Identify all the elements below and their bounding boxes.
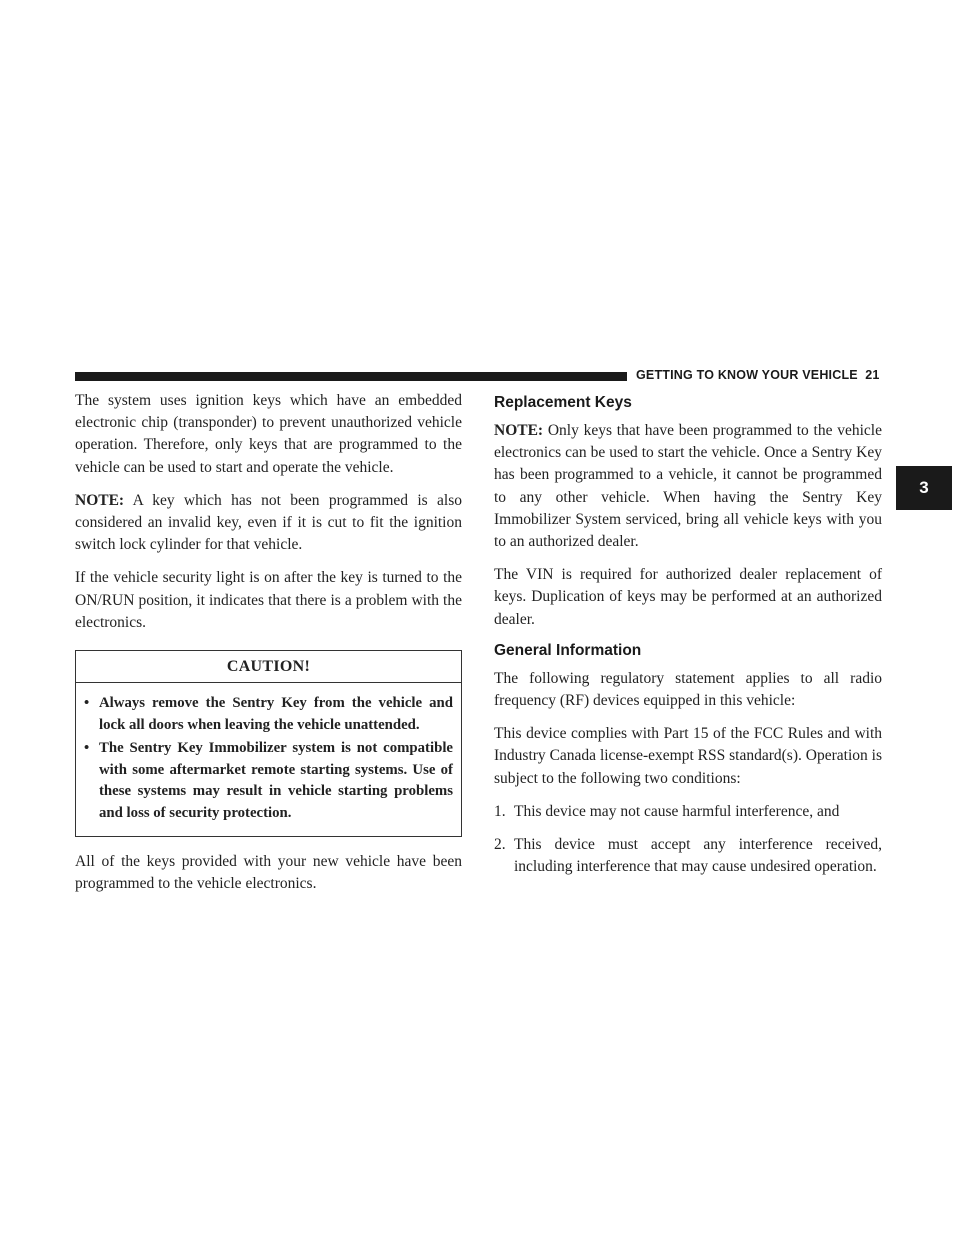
- replacement-keys-heading: Replacement Keys: [494, 394, 632, 411]
- header-rule: [75, 372, 627, 381]
- condition-item: 2. This device must accept any interference received, including interference that may cause undesired operation.: [494, 836, 882, 876]
- chapter-tab: 3: [896, 466, 952, 510]
- bullet-icon: •: [84, 695, 90, 712]
- right-column: [494, 390, 882, 889]
- caution-list: [76, 683, 461, 836]
- general-information-heading: General Information: [494, 641, 642, 659]
- left-column: [75, 390, 462, 906]
- condition-item: 1. This device may not cause harmful interference, and: [494, 802, 840, 820]
- caution-item: • Always remove the Sentry Key from the vehicle and lock all doors when leaving the vehicle unattended.: [84, 695, 453, 733]
- caution-title: CAUTION!: [76, 651, 461, 683]
- intro-paragraph: The system uses ignition keys which have an embedded electronic chip (transponder) to prevent unauthorized vehicle operation. Therefore, only keys that are programmed to the vehicle can be used to start and operate the vehicle.: [75, 392, 462, 476]
- caution-box: [75, 650, 462, 837]
- note-text: A key which has not been programmed is also considered an invalid key, even if it is cut to fit the ignition switch lock cylinder for that vehicle.: [75, 491, 462, 554]
- security-light-paragraph: If the vehicle security light is on after the key is turned to the ON/RUN position, it indicates that there is a problem with the electronics.: [75, 569, 462, 631]
- note-text: Only keys that have been programmed to the vehicle electronics can be used to start the vehicle. Once a Sentry Key has been programmed to a vehicle, it cannot be programmed to any other vehicle. When having the Sentry Key Immobilizer System serviced, bring all vehicle keys with you to an authorized dealer.: [494, 422, 882, 551]
- replacement-note-paragraph: [494, 420, 882, 553]
- conditions-list: [494, 801, 882, 879]
- running-header: [636, 368, 880, 382]
- note-label: NOTE:: [75, 491, 125, 509]
- caution-item: • The Sentry Key Immobilizer system is not compatible with some aftermarket remote starting systems. Use of these systems may result in vehicle starting problems and loss of security protection.: [84, 740, 453, 821]
- note-paragraph: [75, 490, 462, 557]
- bullet-icon: •: [84, 740, 90, 757]
- fcc-paragraph: This device complies with Part 15 of the FCC Rules and with Industry Canada license-exempt RSS standard(s). Operation is subject to the following two conditions:: [494, 725, 882, 787]
- closing-paragraph: All of the keys provided with your new vehicle have been programmed to the vehicle electronics.: [75, 853, 462, 893]
- vin-paragraph: The VIN is required for authorized dealer replacement of keys. Duplication of keys may be performed at an authorized dealer.: [494, 566, 882, 628]
- regulatory-paragraph: The following regulatory statement applies to all radio frequency (RF) devices equipped in this vehicle:: [494, 669, 882, 710]
- note-label: NOTE:: [494, 422, 544, 439]
- page-number: 21: [865, 368, 880, 382]
- section-title: GETTING TO KNOW YOUR VEHICLE: [636, 368, 858, 382]
